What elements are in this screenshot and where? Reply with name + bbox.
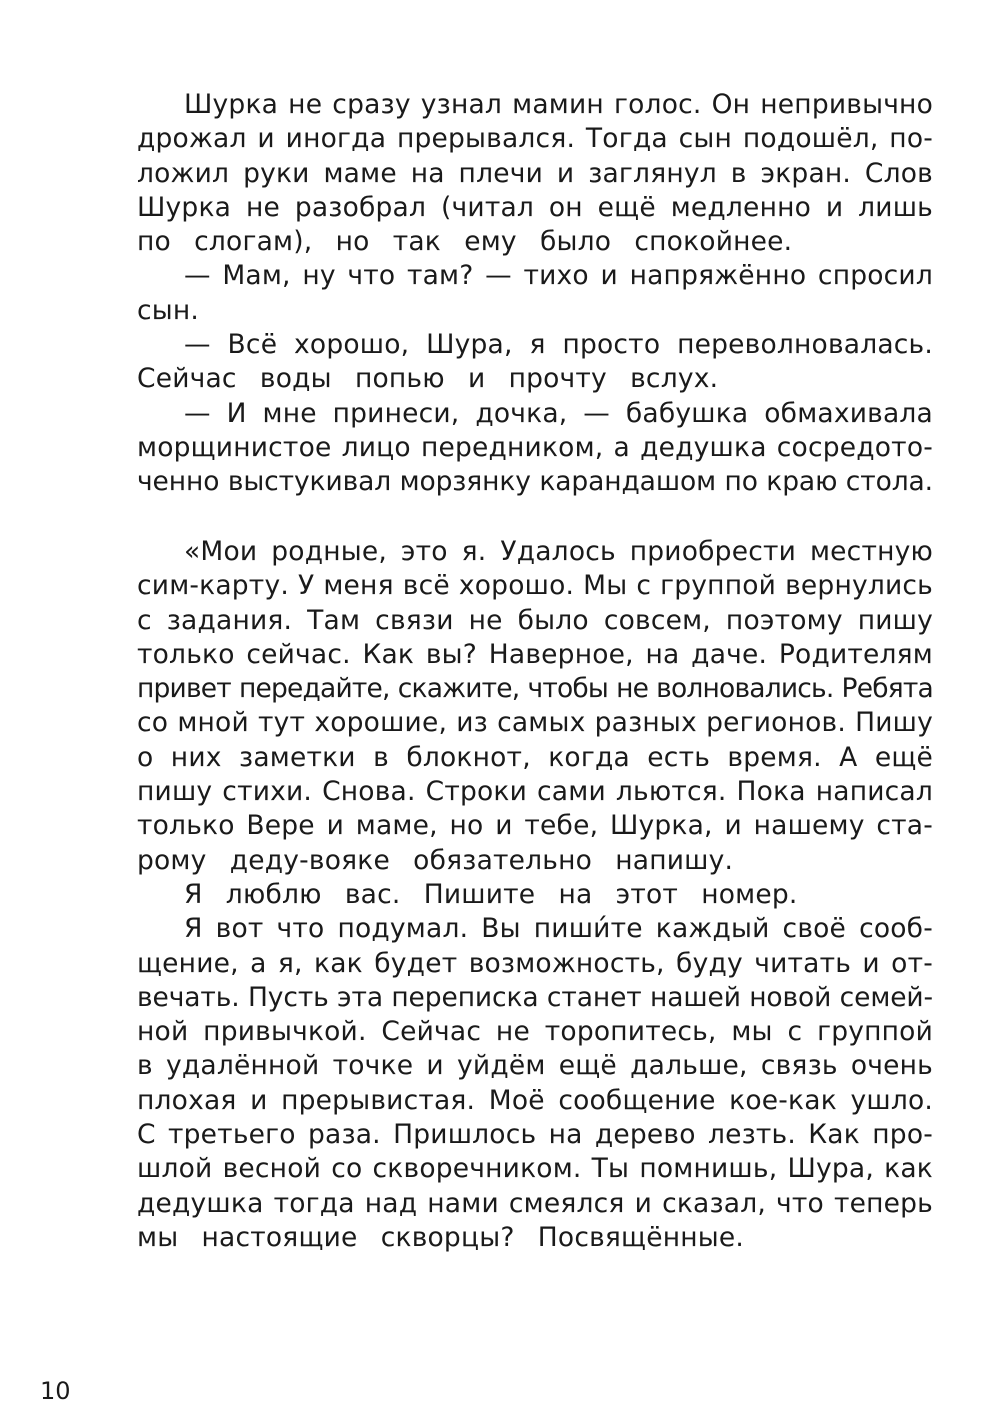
text-line: шлой весной со скворечником. Ты помнишь, Шура, как xyxy=(137,1153,933,1185)
text-line: Я вот что подумал. Вы пиши́те каждый своё сооб- xyxy=(184,913,933,945)
text-line: вечать. Пусть эта переписка станет нашей новой семей- xyxy=(137,981,933,1013)
text-line: морщинистое лицо передником, а дедушка сосредото- xyxy=(137,431,933,463)
text-line: сим-карту. У меня всё хорошо. Мы с группой вернулись xyxy=(137,570,933,602)
text-line: С третьего раза. Пришлось на дерево лезть. Как про- xyxy=(137,1119,933,1151)
text-line: ной привычкой. Сейчас не торопитесь, мы с группой xyxy=(137,1016,933,1048)
text-line: — Всё хорошо, Шура, я просто переволновалась. xyxy=(184,329,933,361)
text-line: «Мои родные, это я. Удалось приобрести местную xyxy=(184,536,933,567)
text-line: Шурка не сразу узнал мамин голос. Он непривычно xyxy=(184,89,933,120)
text-line: — И мне принеси, дочка, — бабушка обмахивала xyxy=(184,397,933,429)
text-line: со мной тут хорошие, из самых разных регионов. Пишу xyxy=(137,707,933,739)
text-line: только Вере и маме, но и тебе, Шурка, и нашему ста- xyxy=(137,810,933,842)
text-line: дедушка тогда над нами смеялся и сказал, что теперь xyxy=(137,1187,933,1219)
text-line: плохая и прерывистая. Моё сообщение кое-как ушло. xyxy=(137,1084,933,1116)
text-line: с задания. Там связи не было совсем, поэтому пишу xyxy=(137,604,933,636)
text-line: пишу стихи. Снова. Строки сами льются. Пока написал xyxy=(137,776,933,808)
text-line: Сейчас воды попью и прочту вслух. xyxy=(137,363,719,395)
text-line: — Мам, ну что там? — тихо и напряжённо спросил xyxy=(184,260,933,292)
text-line: щение, а я, как будет возможность, буду читать и от- xyxy=(137,947,933,979)
text-line: только сейчас. Как вы? Наверное, на даче. Родителям xyxy=(137,638,933,670)
text-line: о них заметки в блокнот, когда есть время. А ещё xyxy=(137,741,933,773)
text-section-letter xyxy=(137,535,933,1255)
text-section-dialogue xyxy=(137,88,933,500)
text-line: ченно выстукивал морзянку карандашом по краю стола. xyxy=(137,466,933,498)
text-line: ложил руки маме на плечи и заглянул в экран. Слов xyxy=(137,157,933,189)
text-line: дрожал и иногда прерывался. Тогда сын подошёл, по- xyxy=(137,123,933,155)
text-line: Шурка не разобрал (читал он ещё медленно и лишь xyxy=(137,191,933,223)
text-line: Я люблю вас. Пишите на этот номер. xyxy=(184,878,798,910)
text-line: сын. xyxy=(137,294,200,326)
text-line: привет передайте, скажите, чтобы не волновались. Ребята xyxy=(137,673,933,705)
text-line: по слогам), но так ему было спокойнее. xyxy=(137,226,793,258)
text-line: рому деду-вояке обязательно напишу. xyxy=(137,844,734,876)
text-line: мы настоящие скворцы? Посвящённые. xyxy=(137,1221,745,1253)
text-line: в удалённой точке и уйдём ещё дальше, связь очень xyxy=(137,1050,933,1082)
page-number: 10 xyxy=(40,1377,71,1405)
